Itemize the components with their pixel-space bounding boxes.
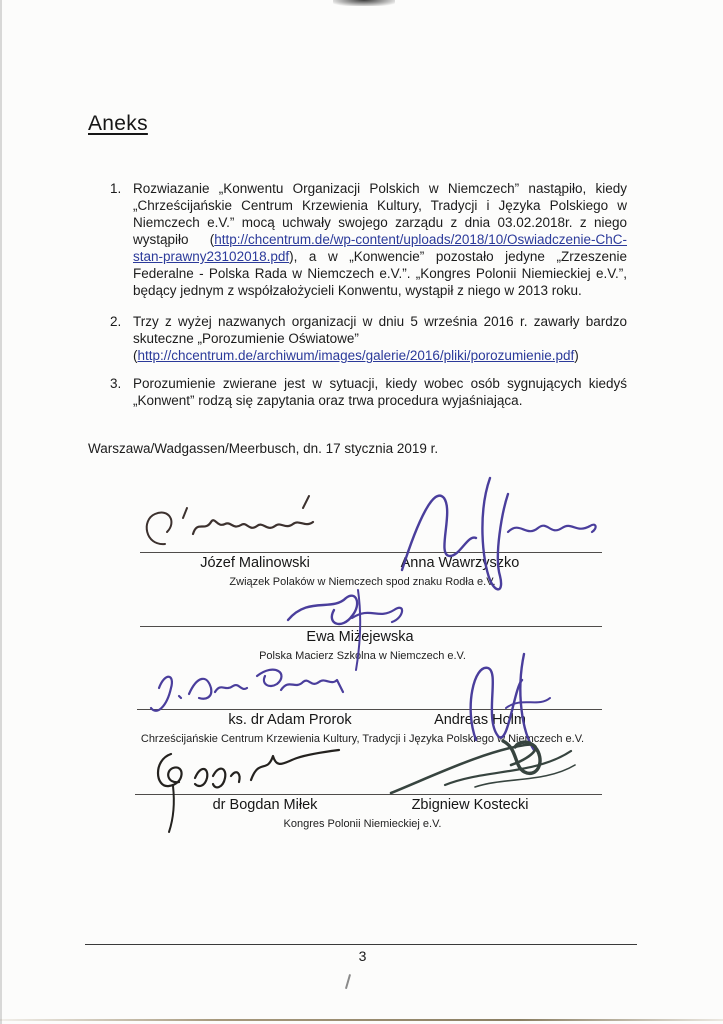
- list-number: 2.: [110, 314, 122, 329]
- signature-adam-prorok: [145, 658, 345, 718]
- footer-line: [85, 944, 637, 945]
- signatory-name-jozef-malinowski: Józef Malinowski: [200, 555, 310, 571]
- signature-zbigniew-kostecki: [385, 735, 580, 805]
- link-oswiadczenie-pdf[interactable]: http://chcentrum.de/wp-content/uploads/2018/10/Oswiadczenie-ChC-stan-prawny23102018.pdf: [133, 232, 627, 264]
- link-porozumienie-pdf[interactable]: http://chcentrum.de/archiwum/images/galerie/2016/pliki/porozumienie.pdf: [137, 348, 575, 363]
- open-paren: (: [133, 348, 138, 363]
- close-paren: ): [574, 348, 579, 363]
- list-item-2-main-text: Trzy z wyżej nazwanych organizacji w dniu 5 września 2016 r. zawarły bardzo skuteczne „Porozumienie Oświatowe”: [133, 314, 627, 346]
- list-item-3-text: Porozumienie zwierane jest w sytuacji, kiedy wobec osób sygnujących kiedyś „Konwent” rodzą się zapytania oraz trwa procedura wyjaśniająca.: [133, 376, 627, 408]
- list-item-1-text-after-link: ), a w „Konwencie” pozostało jedyne „Zrzeszenie Federalne - Polska Rada w Niemczech e.V.”. „Kongres Polonii Niemieckiej e.V.”, będący jednym z współzałożycieli Konwentu, wystąpił z niego w 2013 roku.: [133, 249, 627, 298]
- list-item-3: [110, 375, 627, 409]
- list-item-1: [110, 180, 627, 299]
- organization-chrzescijanskie-centrum: Chrześcijańskie Centrum Krzewienia Kultury, Tradycji i Języka Polskiego w Niemczech e.V.: [140, 733, 585, 745]
- dateline: Warszawa/Wadgassen/Meerbusch, dn. 17 stycznia 2019 r.: [88, 441, 439, 456]
- organization-kongres-polonii: Kongres Polonii Niemieckiej e.V.: [283, 818, 442, 830]
- signatory-name-andreas-holm: Andreas Holm: [434, 712, 526, 728]
- signatory-name-adam-prorok: ks. dr Adam Prorok: [228, 712, 352, 728]
- numbered-list: [110, 180, 627, 409]
- signatory-name-ewa-mizejewska: Ewa Miżejewska: [306, 629, 414, 645]
- organization-zwiazek-polakow: Związek Polaków w Niemczech spod znaku Rodła e.V.: [229, 576, 496, 588]
- scan-artifact-left-edge: [0, 0, 2, 1024]
- list-item-2-link-line: [133, 347, 627, 364]
- scan-artifact-bottom-edge: [0, 1019, 723, 1021]
- organization-polska-macierz: Polska Macierz Szkolna w Niemczech e.V.: [259, 650, 466, 662]
- list-item-2: [110, 313, 627, 364]
- list-number: 3.: [110, 376, 122, 391]
- signature-bogdan-milek: [143, 742, 343, 837]
- list-item-1-text: [133, 180, 627, 299]
- list-item-1-text-before-link: Rozwiazanie „Konwentu Organizacji Polskich w Niemczech” nastąpiło, kiedy „Chrześcijańskie Centrum Krzewienia Kultury, Tradycji i Języka Polskiego w Niemczech e.V.” mocą uchwały swojego zarządu z dnia 03.02.2018r. z niego wystąpiło (: [133, 181, 627, 247]
- signatory-name-zbigniew-kostecki: Zbigniew Kostecki: [411, 797, 529, 813]
- annex-heading: Aneks: [88, 112, 148, 135]
- list-item-2-text: [133, 313, 627, 364]
- signatory-name-anna-wawrzyszko: Anna Wawrzyszko: [400, 555, 520, 571]
- page-number: 3: [358, 948, 367, 964]
- signature-jozef-malinowski: [135, 492, 335, 557]
- list-number: 1.: [110, 181, 122, 196]
- scan-artifact-top: [333, 0, 395, 6]
- signatory-name-bogdan-milek: dr Bogdan Miłek: [212, 797, 318, 813]
- scan-artifact-pen-mark: [345, 974, 351, 989]
